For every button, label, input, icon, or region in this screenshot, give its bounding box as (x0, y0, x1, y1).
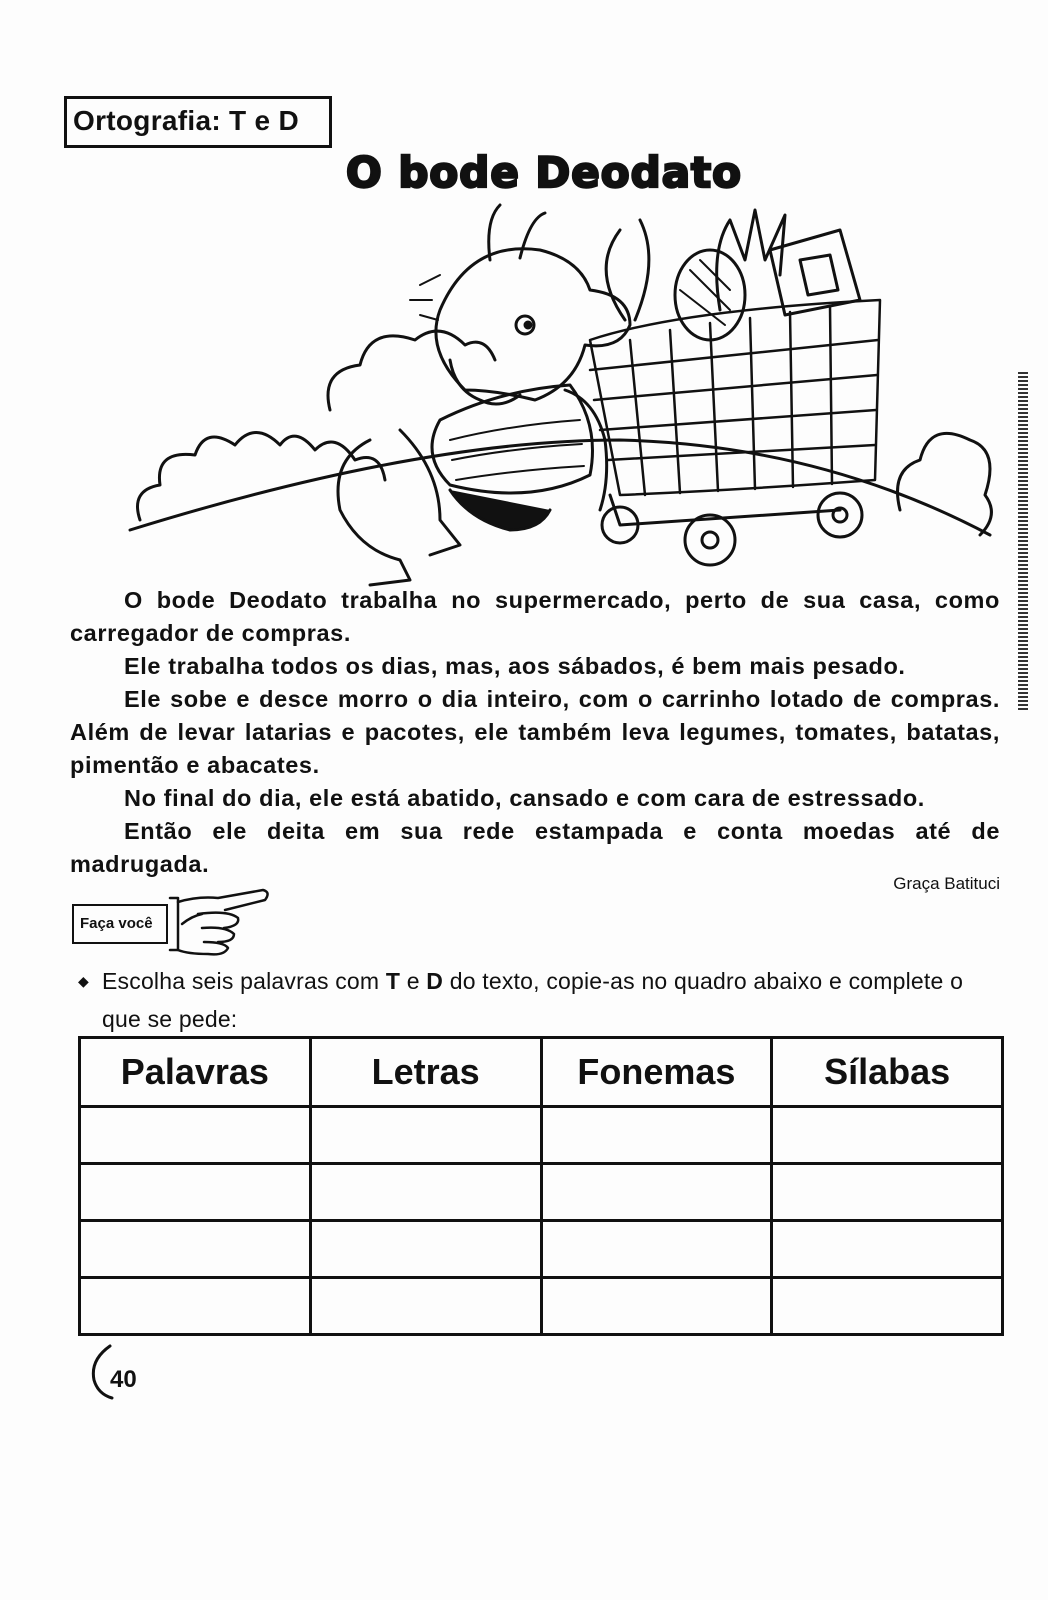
answer-cell[interactable] (541, 1164, 772, 1221)
column-header-letras: Letras (310, 1038, 541, 1107)
page-number (88, 1340, 158, 1400)
topic-box (64, 96, 332, 148)
tip-label: Faça você (72, 904, 168, 944)
answer-cell[interactable] (772, 1107, 1003, 1164)
goat-cart-illustration (120, 190, 1000, 590)
story-paragraph: Ele trabalha todos os dias, mas, aos sábados, é bem mais pesado. (124, 653, 906, 679)
author-credit: Graça Batituci (893, 874, 1000, 893)
diamond-bullet-icon: ◆ (78, 973, 89, 989)
story-paragraph: Ele sobe e desce morro o dia inteiro, com o carrinho lotado de compras. Além de levar latarias e pacotes, ele também leva legumes, tomates, batatas, pimentão e abacates. (70, 686, 1000, 778)
instruction-connector: e (400, 968, 427, 994)
column-header-palavras: Palavras (80, 1038, 311, 1107)
instruction-prefix: Escolha seis palavras com (102, 968, 386, 994)
answer-cell[interactable] (80, 1278, 311, 1335)
table-row (80, 1164, 1003, 1221)
answer-table (78, 1036, 1004, 1336)
story-paragraph: O bode Deodato trabalha no supermercado, perto de sua casa, como carregador de compras. (70, 587, 1000, 646)
answer-cell[interactable] (80, 1164, 311, 1221)
answer-cell[interactable] (772, 1278, 1003, 1335)
answer-cell[interactable] (310, 1278, 541, 1335)
answer-cell[interactable] (772, 1164, 1003, 1221)
answer-cell[interactable] (80, 1221, 311, 1278)
instruction-suffix: do texto, copie-as no quadro abaixo e complete o que se pede: (102, 968, 964, 1032)
tip-sign (72, 884, 272, 960)
answer-cell[interactable] (541, 1107, 772, 1164)
answer-cell[interactable] (541, 1221, 772, 1278)
table-row (80, 1221, 1003, 1278)
story-paragraph: Então ele deita em sua rede estampada e conta moedas até de madrugada. (70, 818, 1000, 877)
scan-edge-mark (1018, 372, 1028, 712)
table-row (80, 1278, 1003, 1335)
answer-cell[interactable] (310, 1221, 541, 1278)
letter-d: D (426, 968, 444, 994)
answer-cell[interactable] (80, 1107, 311, 1164)
answer-cell[interactable] (772, 1221, 1003, 1278)
story-text (70, 584, 1000, 881)
answer-cell[interactable] (541, 1278, 772, 1335)
answer-cell[interactable] (310, 1164, 541, 1221)
answer-cell[interactable] (310, 1107, 541, 1164)
story-paragraph: No final do dia, ele está abatido, cansado e com cara de estressado. (124, 785, 925, 811)
page-number-label: 40 (110, 1366, 137, 1393)
column-header-silabas: Sílabas (772, 1038, 1003, 1107)
table-row (80, 1107, 1003, 1164)
instruction-text (78, 962, 1002, 1038)
topic-label: Ortografia: T e D (73, 105, 300, 136)
activity-instruction (78, 962, 1002, 1038)
pointing-hand-icon (168, 884, 272, 960)
column-header-fonemas: Fonemas (541, 1038, 772, 1107)
page-title: O bode Deodato (346, 148, 742, 197)
letter-t: T (385, 968, 401, 994)
